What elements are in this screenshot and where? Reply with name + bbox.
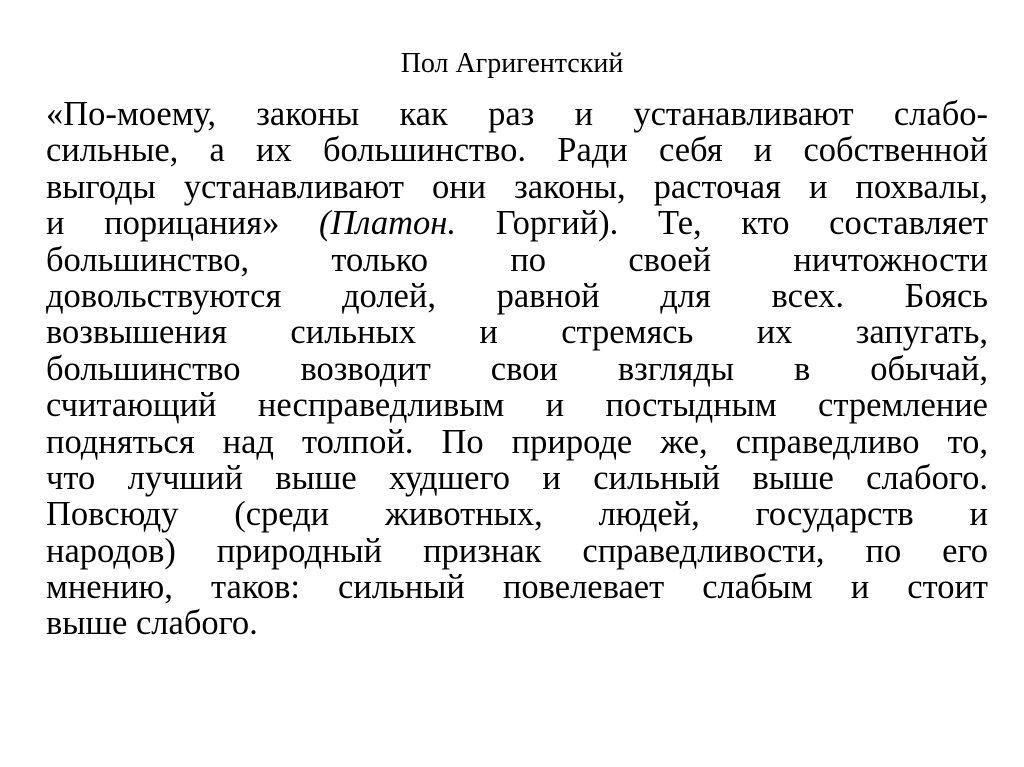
body-line: считающий несправедливым и постыдным стремление (46, 386, 988, 425)
slide-title: Пол Агригентский (400, 48, 624, 79)
slide-body-paragraph (46, 96, 988, 642)
body-line: большинство возводит свои взгляды в обычай, (46, 349, 988, 388)
body-line: народов) природный признак справедливости, по его (46, 531, 988, 570)
body-line: Повсюду (среди животных, людей, государств и (46, 495, 988, 534)
body-line-segment: и порицания» (46, 204, 320, 243)
body-line: подняться над толпой. По природе же, справедливо то, (46, 422, 988, 461)
body-line-segment: Горгий). Те, кто составляет (456, 204, 988, 243)
body-line: довольствуются долей, равной для всех. Боясь (46, 276, 988, 315)
body-line: большинство, только по своей ничтожности (46, 240, 988, 279)
body-line-with-citation (46, 205, 988, 241)
citation-author: (Платон. (319, 204, 457, 243)
body-line: «По-моему, законы как раз и устанавливают слабо- (46, 95, 988, 133)
body-line: мнению, таков: сильный повелевает слабым и стоит (46, 568, 988, 607)
body-line: возвышения сильных и стремясь их запугать, (46, 313, 988, 352)
body-line: сильные, а их большинство. Ради себя и собственной (46, 131, 988, 170)
body-line: что лучший выше худшего и сильный выше слабого. (46, 458, 988, 497)
body-line: выгоды устанавливают они законы, расточая и похвалы, (46, 167, 988, 206)
body-line: выше слабого. (46, 604, 258, 643)
